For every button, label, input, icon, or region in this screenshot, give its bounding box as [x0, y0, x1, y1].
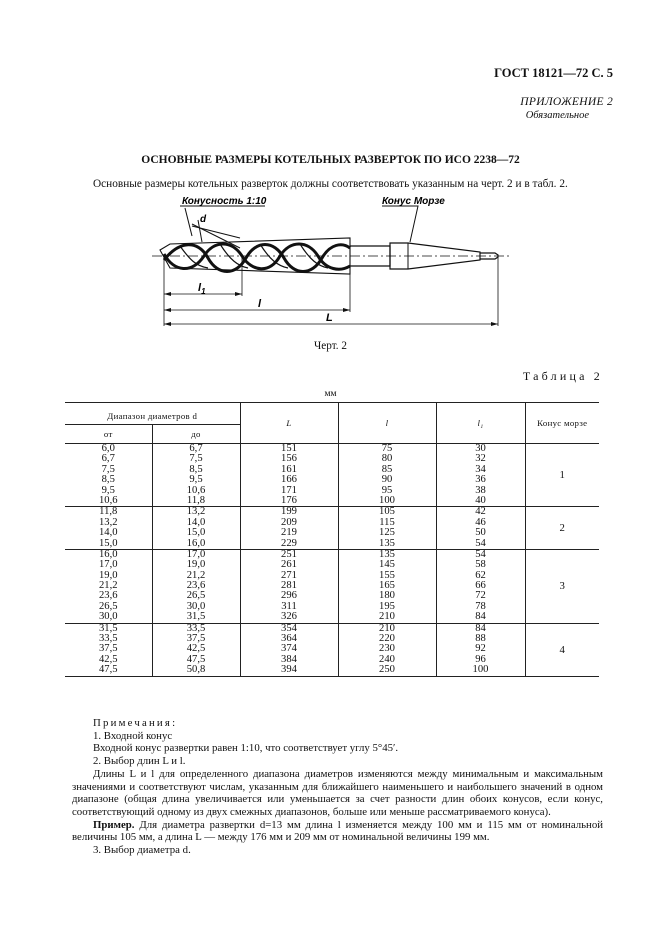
cell-value: 40: [475, 494, 486, 506]
cell-value: 30,0: [98, 611, 118, 623]
cell-value: 100: [472, 664, 489, 676]
cell-value: 66: [475, 580, 486, 592]
cell-value: 14,0: [98, 527, 118, 539]
cell-value: 37,5: [98, 643, 118, 655]
note-3-title: 3. Выбор диаметра d.: [93, 844, 191, 857]
cell-value: 17,0: [186, 548, 206, 560]
cell-value: 6,7: [101, 453, 115, 465]
table-unit: мм: [324, 389, 337, 399]
cell-value: 210: [379, 611, 395, 623]
cell-value: 32: [475, 453, 486, 465]
cell-morse: 3: [525, 549, 599, 623]
section-title: ОСНОВНЫЕ РАЗМЕРЫ КОТЕЛЬНЫХ РАЗВЕРТОК ПО ИСО 2238—72: [141, 154, 520, 166]
cell-value: 115: [379, 516, 395, 528]
cell-value: 271: [281, 569, 297, 581]
cell-value: 11,8: [186, 494, 206, 506]
cell-value: 151: [281, 443, 297, 454]
cell-value: 9,5: [189, 474, 203, 486]
cell-value: 199: [281, 506, 297, 518]
cell-value: 155: [379, 569, 395, 581]
cell-value: 7,5: [189, 453, 203, 465]
cell-value: 11,8: [99, 506, 118, 518]
cell-value: 384: [281, 653, 297, 665]
note-2-title: 2. Выбор длин L и l.: [93, 755, 186, 768]
cell-value: 90: [381, 474, 393, 486]
cell-value: 30: [475, 443, 486, 454]
cell-to: [152, 549, 240, 623]
cell-value: 8,5: [189, 463, 203, 475]
cell-value: 354: [281, 622, 297, 634]
cell-value: 33,5: [186, 622, 206, 634]
cell-value: 209: [281, 516, 297, 528]
cell-value: 281: [281, 580, 297, 592]
dimensions-table: [65, 402, 599, 677]
cell-value: 195: [379, 600, 395, 612]
cell-value: 230: [379, 643, 395, 655]
cell-value: 16,0: [186, 537, 206, 549]
cell-value: 261: [281, 559, 297, 571]
appendix-label: ПРИЛОЖЕНИЕ 2: [520, 96, 613, 108]
figure-caption: Черт. 2: [314, 340, 347, 352]
page-header: ГОСТ 18121—72 С. 5: [494, 66, 613, 80]
cell-value: 100: [379, 494, 395, 506]
cell-value: 171: [281, 484, 297, 496]
cell-value: 210: [379, 622, 395, 634]
notes-heading: Примечания:: [93, 717, 178, 729]
dim-d-label: d: [200, 214, 207, 225]
cell-value: 374: [281, 643, 297, 655]
table-row-group: [65, 549, 599, 623]
cell-value: 16,0: [98, 548, 118, 560]
cell-value: 21,2: [186, 569, 206, 581]
example-text: Для диаметра развертки d=13 мм длина l изменяется между 100 мм и 115 мм от номинальной величины 105 мм, а длина L — между 176 мм и 209 мм от номинальной величины 199 мм.: [72, 818, 603, 844]
header-l1: l₁: [436, 403, 525, 444]
cell-l1: [436, 549, 525, 623]
cell-value: 92: [475, 643, 486, 655]
header-from: от: [65, 425, 152, 444]
cell-value: 96: [475, 653, 486, 665]
cell-L: [240, 444, 338, 507]
table-row-group: [65, 507, 599, 550]
table-row-group: [65, 623, 599, 676]
cell-value: 23,6: [186, 580, 206, 592]
header-morse: Конус морзе: [525, 403, 599, 444]
cell-value: 30,0: [186, 600, 206, 612]
table-row-group: [65, 444, 599, 507]
taper-label: Конусность 1:10: [182, 196, 267, 207]
cell-morse: 2: [525, 507, 599, 550]
appendix-status: Обязательное: [525, 110, 589, 121]
cell-l: [338, 444, 436, 507]
cell-value: 13,2: [186, 506, 206, 518]
cell-value: 95: [381, 484, 393, 496]
cell-l: [338, 549, 436, 623]
cell-value: 14,0: [186, 516, 206, 528]
dim-L-label: L: [326, 312, 333, 324]
cell-value: 13,2: [98, 516, 118, 528]
cell-l: [338, 507, 436, 550]
cell-morse: 1: [525, 444, 599, 507]
cell-value: 38: [475, 484, 486, 496]
cell-L: [240, 549, 338, 623]
cell-value: 296: [281, 590, 297, 602]
cell-value: 47,5: [186, 653, 206, 665]
cell-L: [240, 507, 338, 550]
cell-value: 42,5: [98, 653, 118, 665]
cell-value: 6,0: [101, 443, 115, 454]
morse-label: Конус Морзе: [382, 196, 445, 207]
cell-value: 36: [475, 474, 486, 486]
cell-value: 84: [475, 611, 486, 623]
cell-value: 15,0: [186, 527, 206, 539]
cell-value: 42,5: [186, 643, 206, 655]
cell-l1: [436, 444, 525, 507]
header-to: до: [152, 425, 240, 444]
header-l: l: [338, 403, 436, 444]
cell-value: 251: [281, 548, 297, 560]
cell-value: 19,0: [186, 559, 206, 571]
cell-value: 326: [281, 611, 297, 623]
cell-value: 156: [281, 453, 297, 465]
cell-value: 364: [281, 633, 297, 645]
cell-value: 7,5: [101, 463, 115, 475]
cell-value: 37,5: [186, 633, 206, 645]
reamer-drawing: [150, 196, 520, 334]
dim-l1-label: $l_1$: [198, 282, 206, 296]
note-1-text: Входной конус развертки равен 1:10, что соответствует углу 5°45′.: [93, 742, 399, 755]
cell-value: 78: [475, 600, 486, 612]
cell-value: 75: [381, 443, 393, 454]
header-L: L: [240, 403, 338, 444]
cell-value: 135: [379, 537, 395, 549]
dim-l-label: l: [258, 298, 262, 310]
cell-value: 85: [381, 463, 393, 475]
cell-value: 42: [475, 506, 486, 518]
note-example: [72, 819, 603, 844]
cell-L: [240, 623, 338, 676]
cell-value: 54: [475, 548, 486, 560]
cell-value: 88: [475, 633, 486, 645]
cell-value: 8,5: [101, 474, 115, 486]
cell-value: 72: [475, 590, 486, 602]
cell-value: 50,8: [186, 664, 206, 676]
cell-value: 10,6: [186, 484, 206, 496]
cell-value: 161: [281, 463, 297, 475]
cell-from: [65, 507, 152, 550]
cell-value: 394: [281, 664, 297, 676]
header-range: Диапазон диаметров d: [65, 403, 240, 425]
cell-value: 135: [379, 548, 395, 560]
cell-from: [65, 444, 152, 507]
table-label: Таблица 2: [522, 369, 603, 383]
cell-value: 9,5: [101, 484, 115, 496]
cell-value: 6,7: [189, 443, 203, 454]
cell-value: 165: [379, 580, 395, 592]
cell-value: 229: [281, 537, 297, 549]
cell-from: [65, 549, 152, 623]
cell-value: 26,5: [186, 590, 206, 602]
cell-value: 105: [379, 506, 395, 518]
cell-value: 176: [281, 494, 297, 506]
cell-l1: [436, 623, 525, 676]
example-label: Пример.: [93, 818, 135, 831]
cell-value: 166: [281, 474, 297, 486]
cell-value: 21,2: [98, 580, 118, 592]
cell-value: 31,5: [98, 622, 118, 634]
cell-value: 26,5: [98, 600, 118, 612]
cell-value: 125: [379, 527, 395, 539]
cell-to: [152, 623, 240, 676]
cell-from: [65, 623, 152, 676]
cell-value: 54: [475, 537, 486, 549]
cell-l1: [436, 507, 525, 550]
cell-value: 145: [379, 559, 395, 571]
cell-value: 180: [379, 590, 395, 602]
cell-value: 50: [475, 527, 486, 539]
cell-value: 46: [475, 516, 486, 528]
cell-value: 47,5: [98, 664, 118, 676]
cell-value: 219: [281, 527, 297, 539]
notes-block: [72, 717, 603, 857]
cell-value: 62: [475, 569, 486, 581]
cell-value: 10,6: [98, 494, 118, 506]
cell-to: [152, 507, 240, 550]
note-2-text: Длины L и l для определенного диапазона диаметров изменяются между минимальным и максимальным значениями и соответствуют числам, указанным для ближайшего наименьшего и наибольшего значений в одном диапазоне (общая длина увеличивается или уменьшается за счет разности длин обоих конусов, если конус, соответствующий одному из двух смежных диапазонов, больше или меньше рассматриваемого конуса).: [72, 767, 603, 818]
cell-value: 250: [379, 664, 395, 676]
cell-value: 80: [381, 453, 393, 465]
cell-value: 311: [281, 600, 297, 612]
cell-value: 34: [475, 463, 486, 475]
cell-value: 17,0: [98, 559, 118, 571]
cell-value: 84: [475, 622, 486, 634]
cell-value: 58: [475, 559, 486, 571]
cell-to: [152, 444, 240, 507]
cell-morse: 4: [525, 623, 599, 676]
cell-value: 15,0: [98, 537, 118, 549]
cell-value: 33,5: [98, 633, 118, 645]
cell-value: 220: [379, 633, 395, 645]
cell-value: 23,6: [98, 590, 118, 602]
note-1-title: 1. Входной конус: [93, 729, 173, 742]
intro-text: Основные размеры котельных разверток должны соответствовать указанным на черт. 2 и в табл. 2.: [93, 178, 568, 190]
cell-value: 31,5: [186, 611, 206, 623]
cell-value: 240: [379, 653, 395, 665]
cell-l: [338, 623, 436, 676]
cell-value: 19,0: [98, 569, 118, 581]
